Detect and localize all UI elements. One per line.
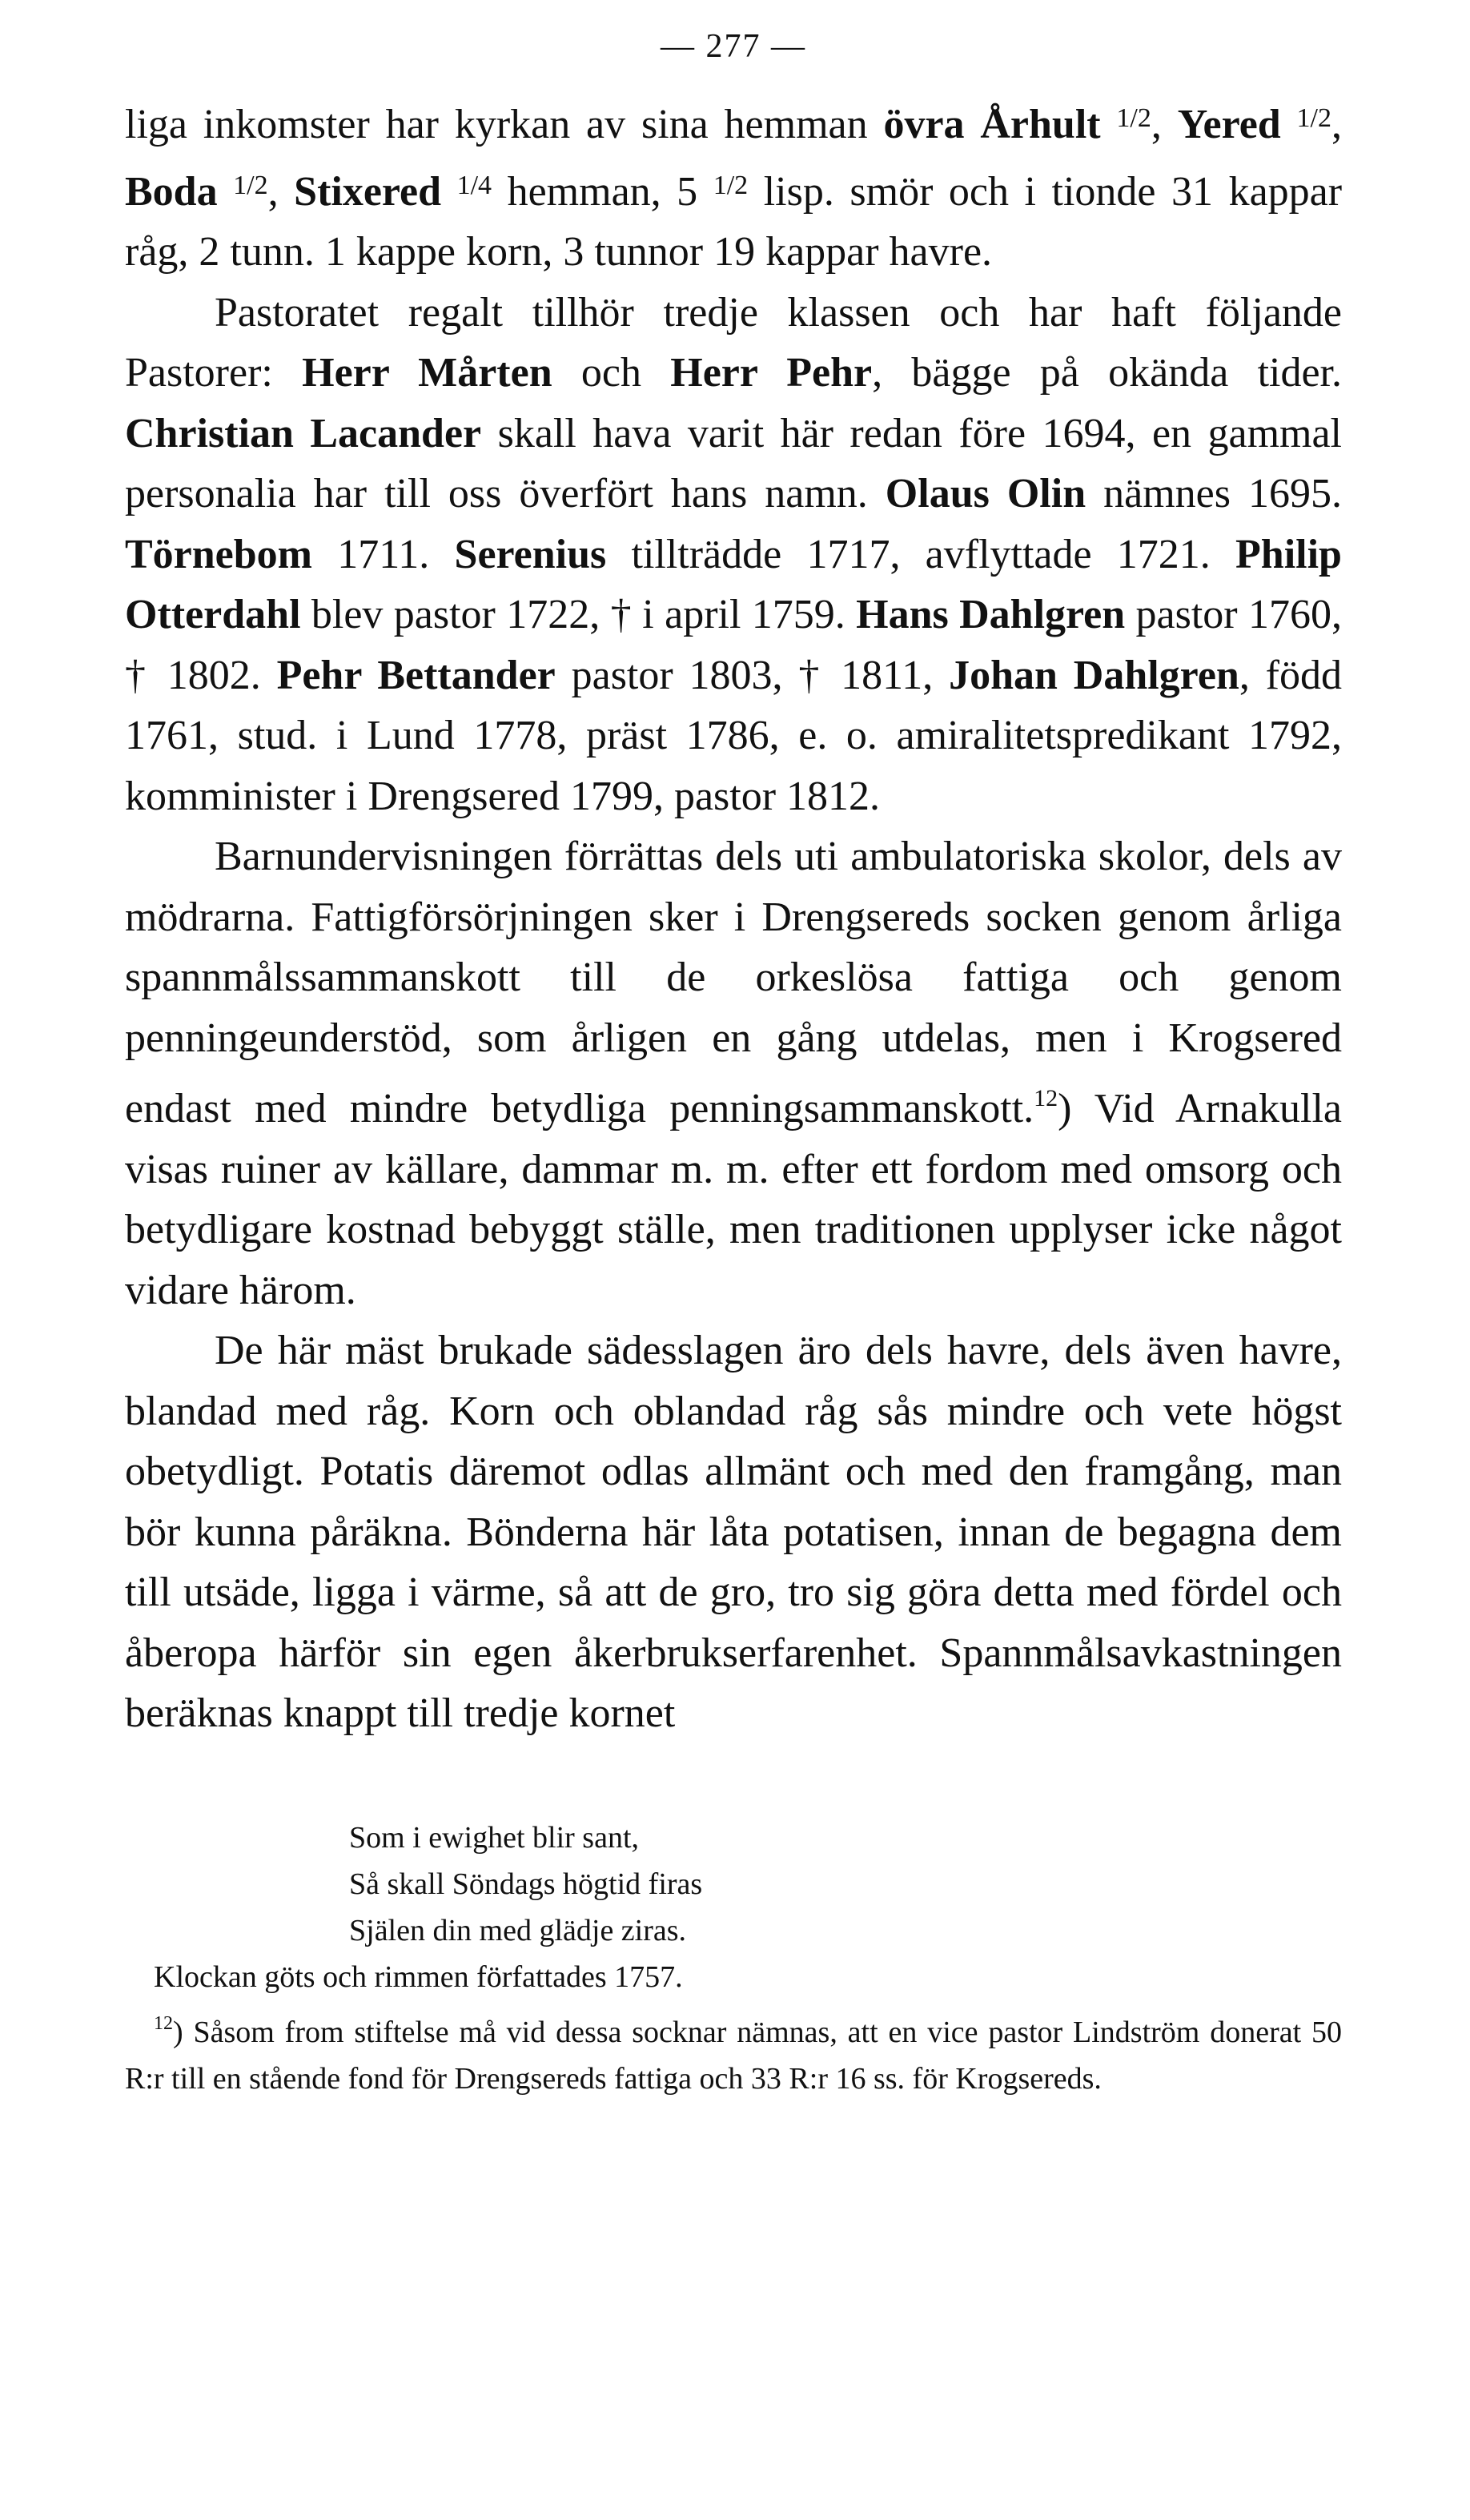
- poem-line: Så skall Söndags högtid firas: [349, 1867, 703, 1901]
- fraction: 1/2: [1296, 103, 1331, 133]
- fraction: 1/4: [456, 170, 492, 200]
- text-run: skall hava varit här redan före 1694, en gammal personalia har till oss överfört hans namn.: [125, 410, 1342, 516]
- text-run: liga inkomster har kyrkan av sina hemman: [125, 102, 884, 147]
- paragraph-income: [125, 88, 1342, 283]
- main-text: [125, 88, 1342, 1744]
- bold-name: Herr Pehr: [670, 350, 873, 396]
- page-number: — 277 —: [661, 28, 806, 65]
- text-run: Barnundervisningen förrättas dels uti ambulatoriska skolor, dels av mödrarna. Fattigförsörjningen sker i Drengsereds socken genom årliga spannmålssammanskott till de orkeslösa fattiga och genom penningeunderstöd, som årligen en gång utdelas, men i Krogsered endast med mindre betydliga penningsammanskott.: [125, 834, 1342, 1131]
- text-run: pastor 1803, † 1811,: [555, 652, 950, 698]
- bold-name: Olaus Olin: [885, 471, 1086, 516]
- footnote-text: ) Såsom from stiftelse må vid dessa socknar nämnas, att en vice pastor Lindström donerat 50 R:r till en stående fond för Drengsereds fattiga och 33 R:r 16 ss. för Krogsereds.: [125, 2015, 1342, 2096]
- paragraph-crops: [125, 1320, 1342, 1744]
- paragraph-pastors: [125, 283, 1342, 827]
- bell-note: Klockan göts och rimmen författades 1757.: [154, 1959, 683, 1994]
- text-run: ,: [267, 168, 295, 215]
- text-run: 1711.: [312, 531, 455, 577]
- text-run: hemman, 5: [492, 168, 713, 215]
- bold-name: Pehr Bettander: [276, 652, 556, 698]
- footnote-mark: 12: [154, 2012, 173, 2034]
- text-run: , född 1761, stud. i Lund 1778, präst 1786, e. o. amiralitetspredikant 1792, komminister i Drengsered 1799, pastor 1812.: [125, 652, 1343, 819]
- fraction: 1/2: [233, 170, 268, 200]
- poem-line: Som i ewighet blir sant,: [349, 1820, 640, 1855]
- text-run: ) Vid Arnakulla visas ruiner av källare, dammar m. m. efter ett fordom med omsorg och betydligare kostnad bebyggt ställe, men traditionen upplyser icke något vidare härom.: [125, 1086, 1342, 1313]
- text-run: och: [552, 350, 671, 396]
- text-run: tillträdde 1717, avflyttade 1721.: [606, 531, 1236, 577]
- text-run: De här mäst brukade sädesslagen äro dels havre, dels även havre, blandad med råg. Korn och oblandad råg sås mindre och vete högst obetydligt. Potatis däremot odlas allmänt och med den framgång, man bör kunna påräkna. Bönderna här låta potatisen, innan de begagna dem till utsäde, ligga i värme, så att de gro, tro sig göra detta med fördel och åberopa härför sin egen åkerbrukserfarenhet. Spannmålsavkastningen beräknas knappt till tredje kornet: [125, 1328, 1342, 1736]
- poem: [349, 1815, 1342, 1954]
- bold-name: övra Århult: [883, 102, 1101, 147]
- notes: [125, 1954, 1342, 2102]
- paragraph-schooling: [125, 826, 1342, 1320]
- fraction: 1/2: [713, 170, 749, 200]
- text-run: Pastoratet regalt tillhör tredje klassen och har haft följande Pastorer:: [125, 289, 1342, 396]
- bold-name: Christian Lacander: [125, 410, 482, 456]
- bold-name: Törnebom: [125, 531, 312, 577]
- fraction: 1/2: [1116, 103, 1151, 133]
- footnote-reference[interactable]: 12: [1034, 1085, 1058, 1111]
- bold-name: Yered: [1177, 102, 1281, 147]
- bold-name: Stixered: [294, 168, 442, 215]
- bold-name: Hans Dahlgren: [856, 592, 1126, 637]
- footnote: [125, 2000, 1342, 2102]
- text-run: pastor 1760, † 1802.: [125, 592, 1342, 698]
- bold-name: Philip Otterdahl: [125, 531, 1342, 637]
- poem-line: Själen din med glädje ziras.: [349, 1913, 687, 1947]
- bold-name: Boda: [125, 168, 218, 215]
- bold-name: Herr Mårten: [302, 350, 552, 396]
- text-run: blev pastor 1722, † i april 1759.: [300, 592, 857, 637]
- bold-name: Johan Dahlgren: [949, 652, 1239, 698]
- text-run: ,: [1331, 102, 1342, 147]
- text-run: nämnes 1695.: [1086, 471, 1343, 516]
- text-run: ,: [1151, 102, 1178, 147]
- bold-name: Serenius: [454, 531, 607, 577]
- text-run: lisp. smör och i tionde 31 kappar råg, 2 tunn. 1 kappe korn, 3 tunnor 19 kappar havre.: [125, 168, 1343, 275]
- text-run: , bägge på okända tider.: [872, 350, 1343, 396]
